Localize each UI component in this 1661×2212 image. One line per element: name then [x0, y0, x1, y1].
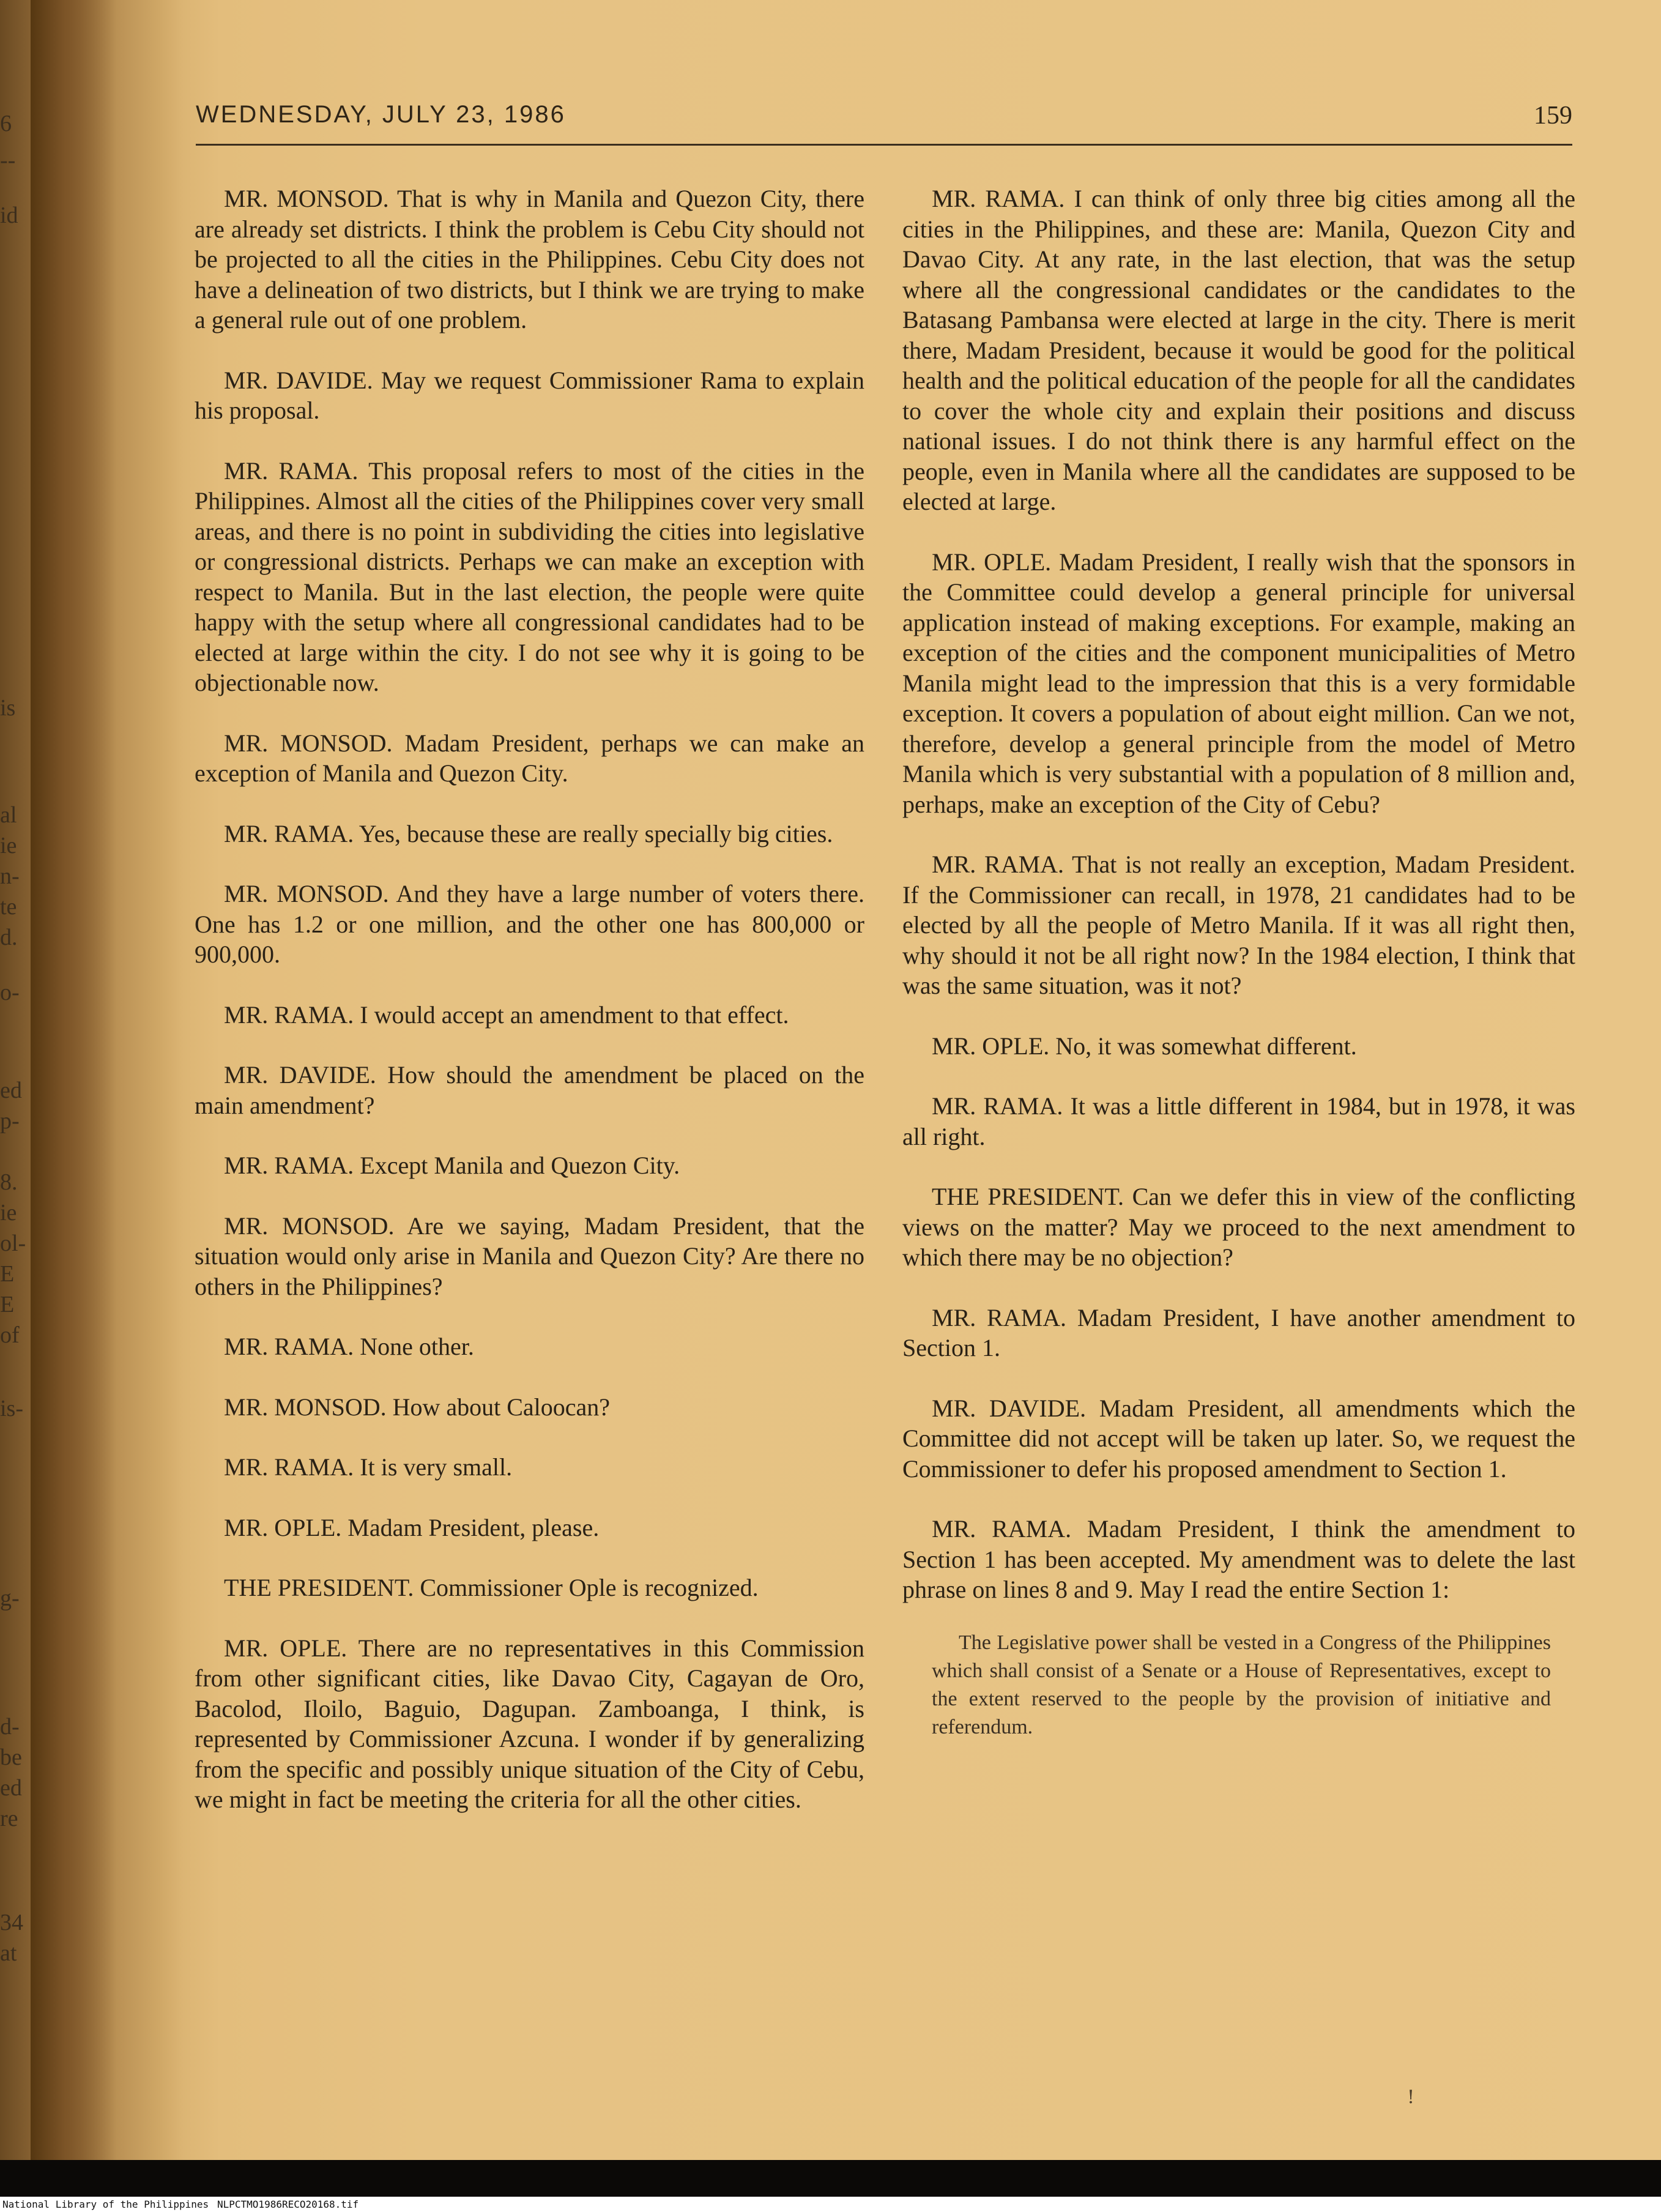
prev-page-fragment: is	[0, 695, 16, 721]
speech-paragraph: MR. DAVIDE. May we request Commissioner Rama to explain his proposal.	[195, 366, 864, 424]
prev-page-fragment: at	[0, 1940, 17, 1966]
speech-paragraph: MR. RAMA. Yes, because these are really specially big cities.	[224, 819, 833, 847]
scan-footer	[0, 2197, 1661, 2212]
speech-paragraph: MR. RAMA. None other.	[224, 1333, 474, 1360]
speech-paragraph: MR. OPLE. There are no representatives in this Commission from other significant cities, like Davao City, Cagayan de Oro, Bacolod, Iloilo, Baguio, Dagupan. Zamboanga, I think, is represented by Commissioner Azcuna. I wonder if by generalizing from the specific and possibly unique situation of the City of Cebu, we might in fact be meeting the criteria for all the other cities.	[195, 1634, 864, 1813]
speech-paragraph: MR. MONSOD. And they have a large number of voters there. One has 1.2 or one million, and the other one has 800,000 or 900,000.	[195, 880, 864, 968]
speech-paragraph: MR. RAMA. I can think of only three big cities among all the cities in the Philippines, and these are: Manila, Quezon City and Davao City. At any rate, in the last election, that was the setup where all the congressional candidates or the candidates to the Batasang Pambansa were elected at large in the city. There is merit there, Madam President, because it would be good for the political health and the political education of the people for all the candidates to cover the whole city and explain their positions and discuss national issues. I do not think there is any harmful effect on the people, even in Manila where all the candidates are supposed to be elected at large.	[902, 185, 1575, 515]
page-mark: !	[1407, 2087, 1415, 2108]
speech-paragraph: MR. RAMA. Madam President, I think the amendment to Section 1 has been accepted. My amendment was to delete the last phrase on lines 8 and 9. May I read the entire Section 1:	[902, 1515, 1575, 1603]
speech-paragraph: MR. DAVIDE. Madam President, all amendments which the Committee did not accept will be taken up later. So, we request the Commissioner to defer his proposed amendment to Section 1.	[902, 1394, 1575, 1483]
prev-page-fragment: of	[0, 1322, 20, 1348]
speech-paragraph: MR. OPLE. No, it was somewhat different.	[932, 1032, 1357, 1060]
speech-paragraph: MR. RAMA. It is very small.	[224, 1453, 513, 1481]
prev-page-fragment: d-	[0, 1714, 20, 1740]
speech-paragraph: MR. RAMA. This proposal refers to most of the cities in the Philippines. Almost all the cities of the Philippines cover very small areas, and there is no point in subdividing the cities into legislative or congressional districts. Perhaps we can make an exception with respect to Manila. But in the last election, the people were quite happy with the setup where all congressional candidates had to be elected at large within the city. I do not see why it is going to be objectionable now.	[195, 456, 864, 696]
speech-paragraph: THE PRESIDENT. Commissioner Ople is recognized.	[224, 1574, 759, 1601]
prev-page-fragment: ed	[0, 1775, 22, 1801]
speech-paragraph: MR. OPLE. Madam President, I really wish that the sponsors in the Committee could develop a general principle for universal application instead of making exceptions. For example, making an exception of the cities and the component municipalities of Metro Manila might lead to the impression that this is a very formidable exception. It covers a population of about eight million. Can we not, therefore, develop a general principle from the model of Metro Manila which is very substantial with a population of 8 million and, perhaps, make an exception of the City of Cebu?	[902, 548, 1575, 818]
prev-page-fragment: p-	[0, 1108, 20, 1134]
speech-paragraph: MR. RAMA. That is not really an exception, Madam President. If the Commissioner can recall, in 1978, 21 candidates had to be elected by all the people of Metro Manila. If it was all right then, why should it not be all right now? In the 1984 election, I think that was the same situation, was it not?	[902, 851, 1575, 999]
speech-paragraph: MR. MONSOD. That is why in Manila and Quezon City, there are already set districts. I think the problem is Cebu City should not be projected to all the cities in the Philippines. Cebu City does not have a delineation of two districts, but I think we are trying to make a general rule out of one problem.	[195, 185, 864, 333]
speech-paragraph: MR. RAMA. Except Manila and Quezon City.	[224, 1152, 680, 1179]
header-date: WEDNESDAY, JULY 23, 1986	[196, 101, 566, 128]
prev-page-fragment: g-	[0, 1585, 20, 1611]
speech-paragraph: MR. DAVIDE. How should the amendment be placed on the main amendment?	[195, 1061, 864, 1119]
prev-page-fragment: be	[0, 1745, 22, 1770]
prev-page-fragment: ol-	[0, 1231, 26, 1256]
prev-page-fragment: 34	[0, 1910, 23, 1935]
prev-page-fragment: te	[0, 894, 17, 920]
speech-paragraph: MR. MONSOD. Madam President, perhaps we can make an exception of Manila and Quezon City.	[195, 729, 864, 787]
header-rule	[196, 144, 1572, 146]
speech-paragraph: MR. MONSOD. How about Caloocan?	[224, 1393, 611, 1421]
prev-page-fragment: is-	[0, 1396, 23, 1421]
speech-paragraph: MR. OPLE. Madam President, please.	[224, 1513, 600, 1541]
right-column	[902, 184, 1575, 1741]
prev-page-fragment: ed	[0, 1078, 22, 1103]
page-header	[196, 101, 1572, 150]
left-column	[195, 184, 864, 1845]
prev-page-fragment: E	[0, 1261, 15, 1287]
prev-page-fragment: ie	[0, 1200, 17, 1226]
speech-paragraph: MR. MONSOD. Are we saying, Madam President, that the situation would only arise in Manila and Quezon City? Are there no others in the Philippines?	[195, 1212, 864, 1300]
prev-page-fragment: 6	[0, 111, 12, 136]
footer-library: National Library of the Philippines	[2, 2199, 209, 2210]
prev-page-fragment: d.	[0, 925, 18, 950]
prev-page-fragment: ie	[0, 833, 17, 858]
speech-paragraph: THE PRESIDENT. Can we defer this in view of the conflicting views on the matter? May we proceed to the next amendment to which there may be no objection?	[902, 1183, 1575, 1271]
speech-paragraph: MR. RAMA. I would accept an amendment to that effect.	[224, 1000, 789, 1029]
speech-paragraph: MR. RAMA. Madam President, I have another amendment to Section 1.	[902, 1303, 1575, 1361]
quoted-section: The Legislative power shall be vested in a Congress of the Philippines which shall consist of a Senate or a House of Representatives, except to the extent reserved to the people by the provision of initiative and referendum.	[932, 1631, 1551, 1738]
prev-page-fragment: 8.	[0, 1169, 18, 1195]
prev-page-fragment: E	[0, 1292, 15, 1317]
page-number: 159	[1534, 102, 1572, 130]
prev-page-fragment: al	[0, 802, 17, 828]
prev-page-fragment: o-	[0, 980, 20, 1005]
footer-file: NLPCTMO1986RECO20168.tif	[217, 2199, 359, 2210]
prev-page-fragment: --	[0, 147, 16, 173]
binding-gutter	[31, 0, 116, 2160]
scan-bottom-border	[0, 2160, 1661, 2197]
speech-paragraph: MR. RAMA. It was a little different in 1984, but in 1978, it was all right.	[902, 1092, 1575, 1150]
prev-page-fragment: n-	[0, 863, 20, 889]
prev-page-fragment: re	[0, 1806, 18, 1831]
prev-page-fragment: id	[0, 203, 18, 228]
previous-page-fragments	[0, 0, 31, 2160]
